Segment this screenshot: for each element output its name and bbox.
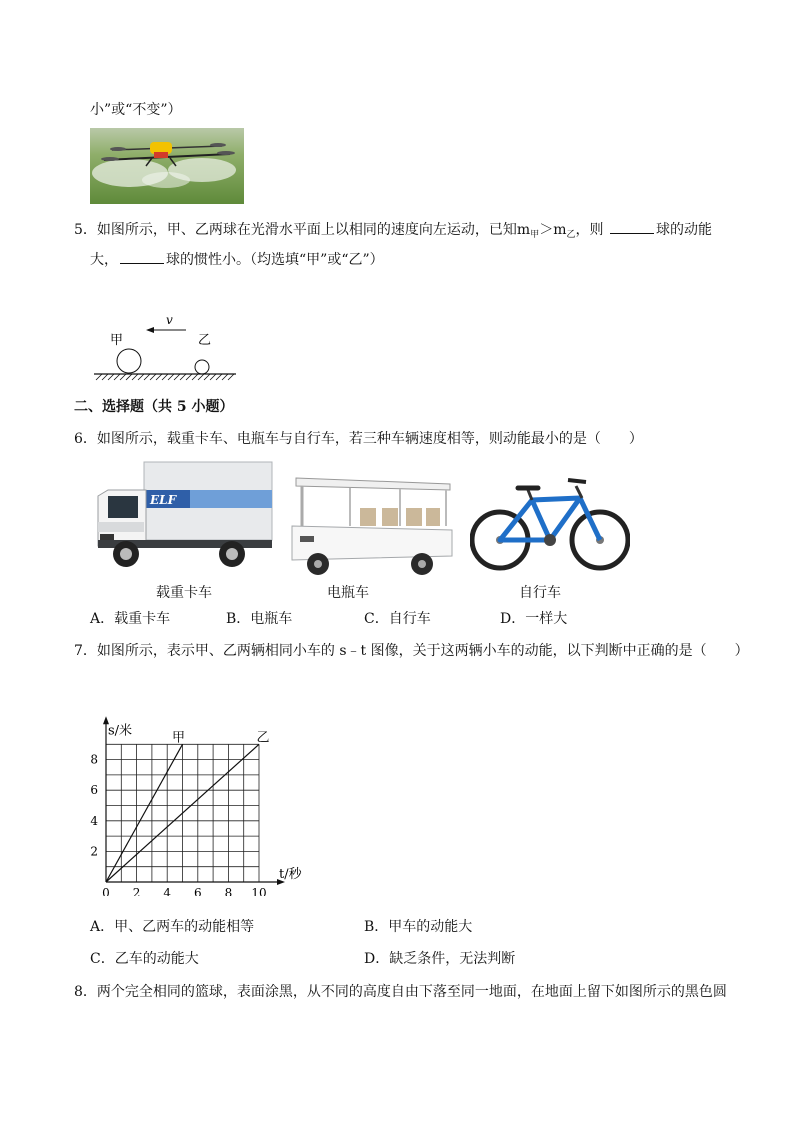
y-tick-label: 6 — [90, 783, 98, 798]
q7-option-a[interactable]: A．甲、乙两车的动能相等 — [90, 919, 255, 935]
ball-label-jia: 甲 — [110, 333, 124, 348]
bicycle-image — [470, 468, 630, 574]
drone-spraying-image — [90, 128, 244, 204]
truck-image — [94, 460, 276, 572]
y-axis-label: s/米 — [108, 723, 133, 739]
q8-stem: 8．两个完全相同的篮球，表面涂黑，从不同的高度自由下落至同一地面，在地面上留下如图所示的黑色圆 — [74, 984, 727, 1000]
series-label-jia: 甲 — [171, 730, 186, 746]
q7-option-c[interactable]: C．乙车的动能大 — [90, 951, 199, 967]
truck-logo: ELF — [150, 493, 177, 507]
x-tick-label: 0 — [102, 886, 110, 896]
caption-cart: 电瓶车 — [327, 585, 369, 601]
q5-text-a: 如图所示，甲、乙两球在光滑水平面上以相同的速度向左运动，已知m — [96, 222, 531, 238]
q5-line1 — [74, 219, 712, 245]
velocity-label: v — [166, 313, 173, 327]
series-label-yi: 乙 — [256, 730, 270, 746]
q6-option-c[interactable]: C．自行车 — [364, 611, 431, 627]
s-t-chart — [82, 706, 322, 896]
q5-sub-jia: 甲 — [530, 230, 540, 240]
q5-line2-a: 大， — [90, 252, 118, 268]
x-tick-label: 8 — [224, 886, 233, 896]
caption-bicycle: 自行车 — [519, 585, 561, 601]
q5-sub-yi: 乙 — [566, 230, 576, 240]
q5-text-b: ，则 — [575, 222, 604, 238]
x-tick-label: 2 — [132, 886, 141, 896]
q6-option-b[interactable]: B．电瓶车 — [226, 611, 293, 627]
ball-jia — [117, 349, 141, 373]
caption-truck: 载重卡车 — [156, 585, 212, 601]
x-axis-label: t/秒 — [279, 867, 302, 882]
q7-stem: 7．如图所示，表示甲、乙两辆相同小车的 s﹣t 图像，关于这两辆小车的动能，以下判断中正确的是（ ） — [74, 643, 749, 659]
q5-line2-b: 球的惯性小。（均选填“甲”或“乙”） — [166, 252, 384, 268]
y-tick-label: 2 — [90, 844, 98, 859]
q6-option-d[interactable]: D．一样大 — [500, 611, 568, 627]
q6-stem: 6．如图所示，载重卡车、电瓶车与自行车，若三种车辆速度相等，则动能最小的是（ ） — [74, 431, 643, 447]
y-tick-label: 8 — [90, 752, 98, 767]
ground-hatch — [96, 374, 234, 380]
q5-blank-2[interactable] — [120, 249, 164, 264]
ball-yi — [195, 360, 209, 374]
q5-line2 — [90, 249, 384, 270]
series-line-jia — [106, 744, 183, 882]
q5-number: 5． — [74, 222, 97, 238]
q7-option-d[interactable]: D．缺乏条件，无法判断 — [364, 951, 516, 967]
velocity-arrowhead — [146, 327, 154, 333]
electric-cart-image — [290, 470, 454, 578]
x-tick-label: 4 — [163, 886, 172, 896]
x-tick-label: 10 — [251, 886, 267, 896]
q7-option-b[interactable]: B．甲车的动能大 — [364, 919, 473, 935]
section-2-heading: 二、选择题（共 5 小题） — [74, 399, 234, 415]
q5-balls-figure — [92, 308, 238, 384]
q5-blank-1[interactable] — [610, 219, 654, 234]
q5-text-c: 球的动能 — [655, 222, 712, 238]
x-tick-label: 6 — [193, 886, 202, 896]
q4-tail-text: 小”或“不变”） — [90, 102, 182, 118]
q5-gt: ＞m — [539, 222, 567, 238]
q6-option-a[interactable]: A．载重卡车 — [90, 611, 171, 627]
y-tick-label: 4 — [90, 813, 98, 828]
ball-label-yi: 乙 — [198, 333, 212, 348]
